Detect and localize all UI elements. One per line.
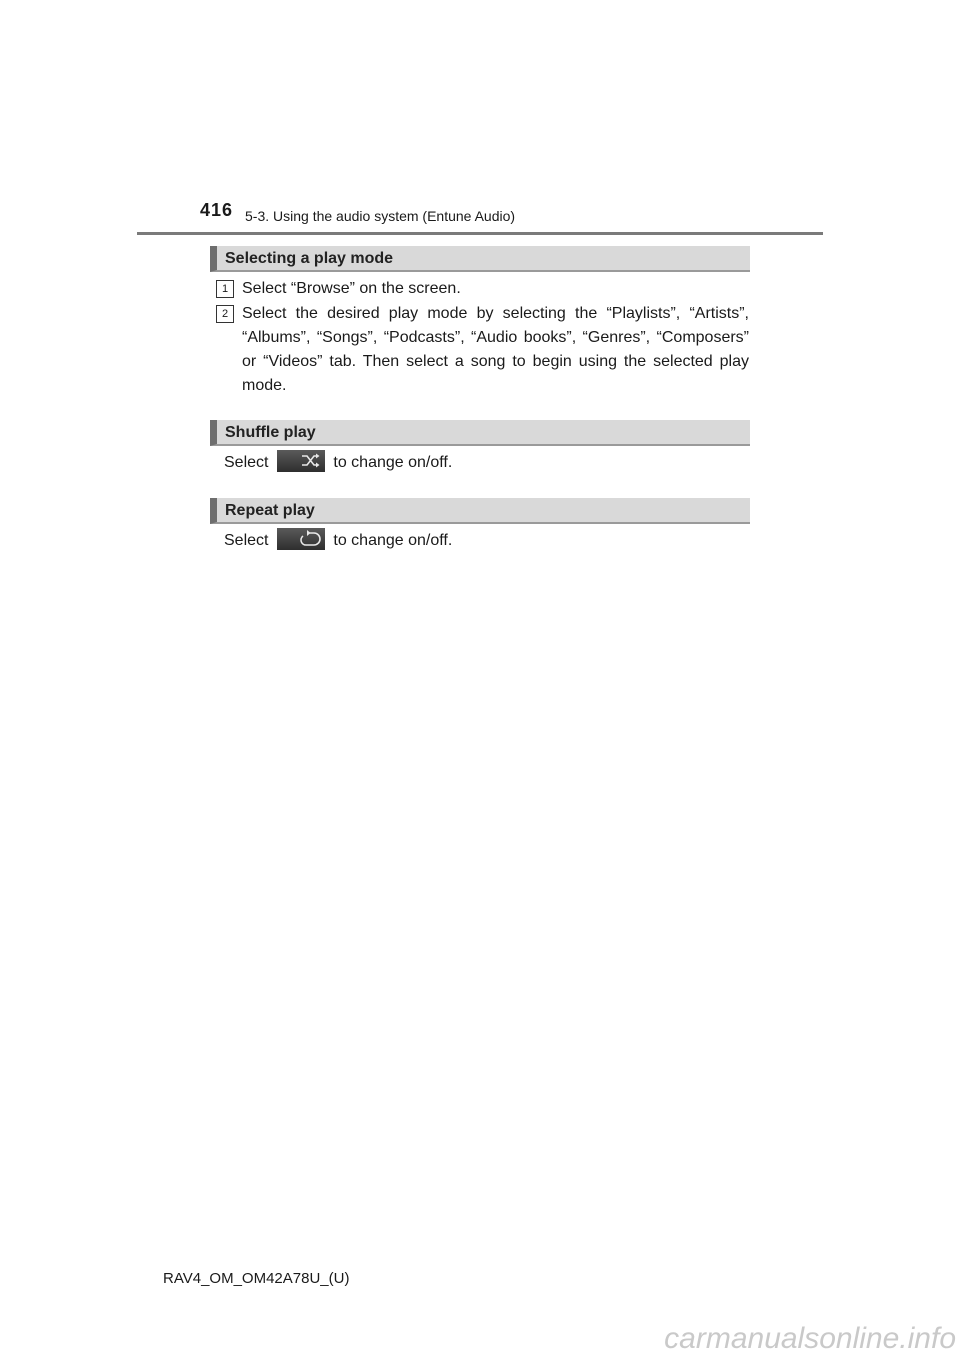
- step-2: [216, 302, 749, 398]
- shuffle-button-image: [277, 450, 325, 472]
- repeat-instruction: [224, 529, 452, 553]
- shuffle-icon: [301, 452, 321, 470]
- repeat-button-image: [277, 528, 325, 550]
- step-number: 2: [216, 305, 234, 323]
- instruction-post: to change on/off.: [333, 532, 453, 549]
- section-heading-repeat: [210, 498, 750, 524]
- repeat-icon: [299, 530, 321, 548]
- step-text: Select the desired play mode by selecting the “Playlists”, “Artists”, “Albums”, “Songs”, “Podcasts”, “Audio books”, “Genres”, “Composers” or “Videos” tab. Then select a song to begin using the selected play mode.: [242, 305, 749, 394]
- chapter-title: 5-3. Using the audio system (Entune Audio): [245, 208, 516, 224]
- watermark: carmanualsonline.info: [664, 1322, 956, 1355]
- header-rule: [137, 232, 823, 235]
- section-heading-play-mode: [210, 246, 750, 272]
- section-title: Selecting a play mode: [225, 250, 394, 267]
- document-code: RAV4_OM_OM42A78U_(U): [163, 1270, 350, 1287]
- instruction-pre: Select: [224, 532, 269, 549]
- page-number: 416: [200, 200, 234, 220]
- step-text: Select “Browse” on the screen.: [242, 280, 461, 297]
- section-title: Shuffle play: [225, 424, 316, 441]
- step-number: 1: [216, 280, 234, 298]
- section-title: Repeat play: [225, 502, 315, 519]
- step-1: [216, 277, 749, 301]
- instruction-pre: Select: [224, 454, 269, 471]
- section-heading-shuffle: [210, 420, 750, 446]
- shuffle-instruction: [224, 451, 452, 475]
- instruction-post: to change on/off.: [333, 454, 453, 471]
